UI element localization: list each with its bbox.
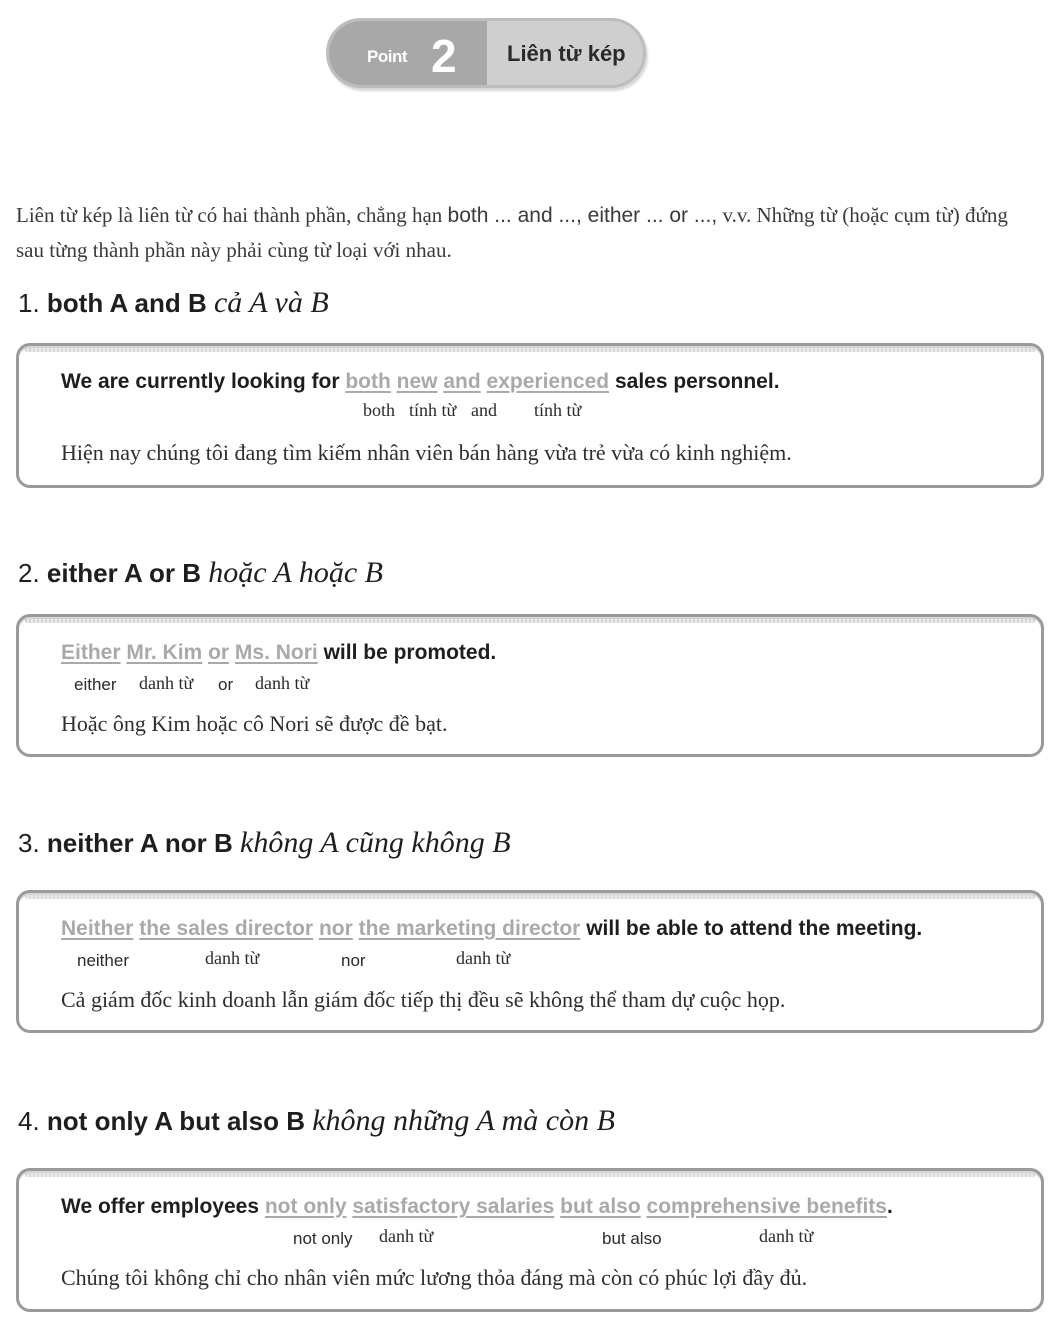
example-sentence: [61, 1195, 893, 1219]
annotation-b: danh từ: [759, 1226, 814, 1246]
sentence-tail: will be promoted.: [317, 641, 497, 664]
section-number: 4.: [18, 1106, 40, 1136]
translation: Hoặc ông Kim hoặc cô Nori sẽ được đề bạt.: [61, 711, 448, 736]
translation: Hiện nay chúng tôi đang tìm kiếm nhân viên bán hàng vừa trẻ vừa có kinh nghiệm.: [61, 440, 792, 465]
conj-first: Either: [61, 641, 121, 664]
annotation-b: danh từ: [255, 673, 310, 693]
example-sentence: [61, 370, 780, 394]
sentence-lead: We offer employees: [61, 1195, 265, 1218]
annotation-a: tính từ: [409, 400, 457, 420]
section-meaning: không những A mà còn B: [312, 1104, 615, 1137]
annotation-conj-second: but also: [602, 1229, 662, 1248]
section-meaning: không A cũng không B: [240, 826, 511, 859]
sentence-tail: .: [886, 1195, 893, 1218]
annotation-conj-first: both: [363, 400, 396, 420]
annotation-a: danh từ: [205, 948, 260, 968]
annotation-b: danh từ: [456, 948, 511, 968]
section-number: 1.: [18, 288, 40, 318]
conj-second: and: [443, 370, 481, 393]
conj-first: not only: [264, 1195, 347, 1218]
example-sentence: [61, 641, 496, 665]
annotation-b: tính từ: [534, 400, 582, 420]
annotation-conj-second: and: [471, 400, 497, 420]
annotation-conj-second: or: [218, 675, 234, 694]
element-b: Ms. Nori: [234, 641, 318, 664]
element-a: new: [396, 370, 438, 393]
annotation-conj-first: neither: [77, 951, 129, 970]
sentence-tail: will be able to attend the meeting.: [580, 917, 923, 940]
section-3-heading: [18, 826, 511, 860]
annotation-a: danh từ: [139, 673, 194, 693]
intro-examples: both ... and ..., either ... or ...,: [447, 204, 718, 227]
section-number: 3.: [18, 828, 40, 858]
intro-text-1: Liên từ kép là liên từ có hai thành phần, chẳng hạn: [16, 203, 448, 227]
intro-paragraph: [16, 198, 1016, 267]
annotation-a: danh từ: [379, 1226, 434, 1246]
example-box-2: [16, 614, 1044, 757]
point-badge: [326, 18, 646, 88]
conj-second: but also: [560, 1195, 641, 1218]
section-pattern: both A and B: [46, 288, 207, 318]
example-box-1: [16, 343, 1044, 488]
intro-text-2: v.v. Những từ (hoặc cụm từ) đứng sau từng thành phần này phải cùng từ loại với nhau.: [16, 203, 1008, 262]
section-1-heading: [18, 286, 329, 320]
section-2-heading: [18, 556, 383, 590]
annotation-conj-second: nor: [341, 951, 366, 970]
conj-first: both: [345, 370, 391, 393]
conj-second: nor: [318, 917, 353, 940]
section-meaning: hoặc A hoặc B: [208, 556, 383, 589]
translation: Cả giám đốc kinh doanh lẫn giám đốc tiếp thị đều sẽ không thể tham dự cuộc họp.: [61, 987, 786, 1012]
badge-title: Liên từ kép: [507, 41, 626, 66]
badge-number: 2: [431, 30, 457, 82]
example-box-3: [16, 890, 1044, 1033]
element-b: the marketing director: [358, 917, 581, 940]
annotation-conj-first: either: [74, 675, 117, 694]
element-a: Mr. Kim: [126, 641, 203, 664]
section-4-heading: [18, 1104, 615, 1138]
sentence-tail: sales personnel.: [609, 370, 780, 393]
section-pattern: not only A but also B: [46, 1106, 305, 1136]
sentence-lead: We are currently looking for: [61, 370, 346, 393]
annotation-conj-first: not only: [293, 1229, 353, 1248]
element-a: the sales director: [139, 917, 314, 940]
badge-left-panel: [329, 21, 487, 85]
element-b: comprehensive benefits: [646, 1195, 887, 1218]
element-b: experienced: [486, 370, 610, 393]
conj-second: or: [208, 641, 230, 664]
section-pattern: neither A nor B: [46, 828, 233, 858]
section-pattern: either A or B: [46, 558, 202, 588]
section-number: 2.: [18, 558, 40, 588]
conj-first: Neither: [61, 917, 134, 940]
section-meaning: cả A và B: [213, 286, 329, 319]
element-a: satisfactory salaries: [352, 1195, 555, 1218]
translation: Chúng tôi không chỉ cho nhân viên mức lương thỏa đáng mà còn có phúc lợi đầy đủ.: [61, 1265, 808, 1290]
example-box-4: [16, 1168, 1044, 1312]
example-sentence: [61, 917, 922, 941]
badge-point-label: Point: [367, 47, 407, 66]
